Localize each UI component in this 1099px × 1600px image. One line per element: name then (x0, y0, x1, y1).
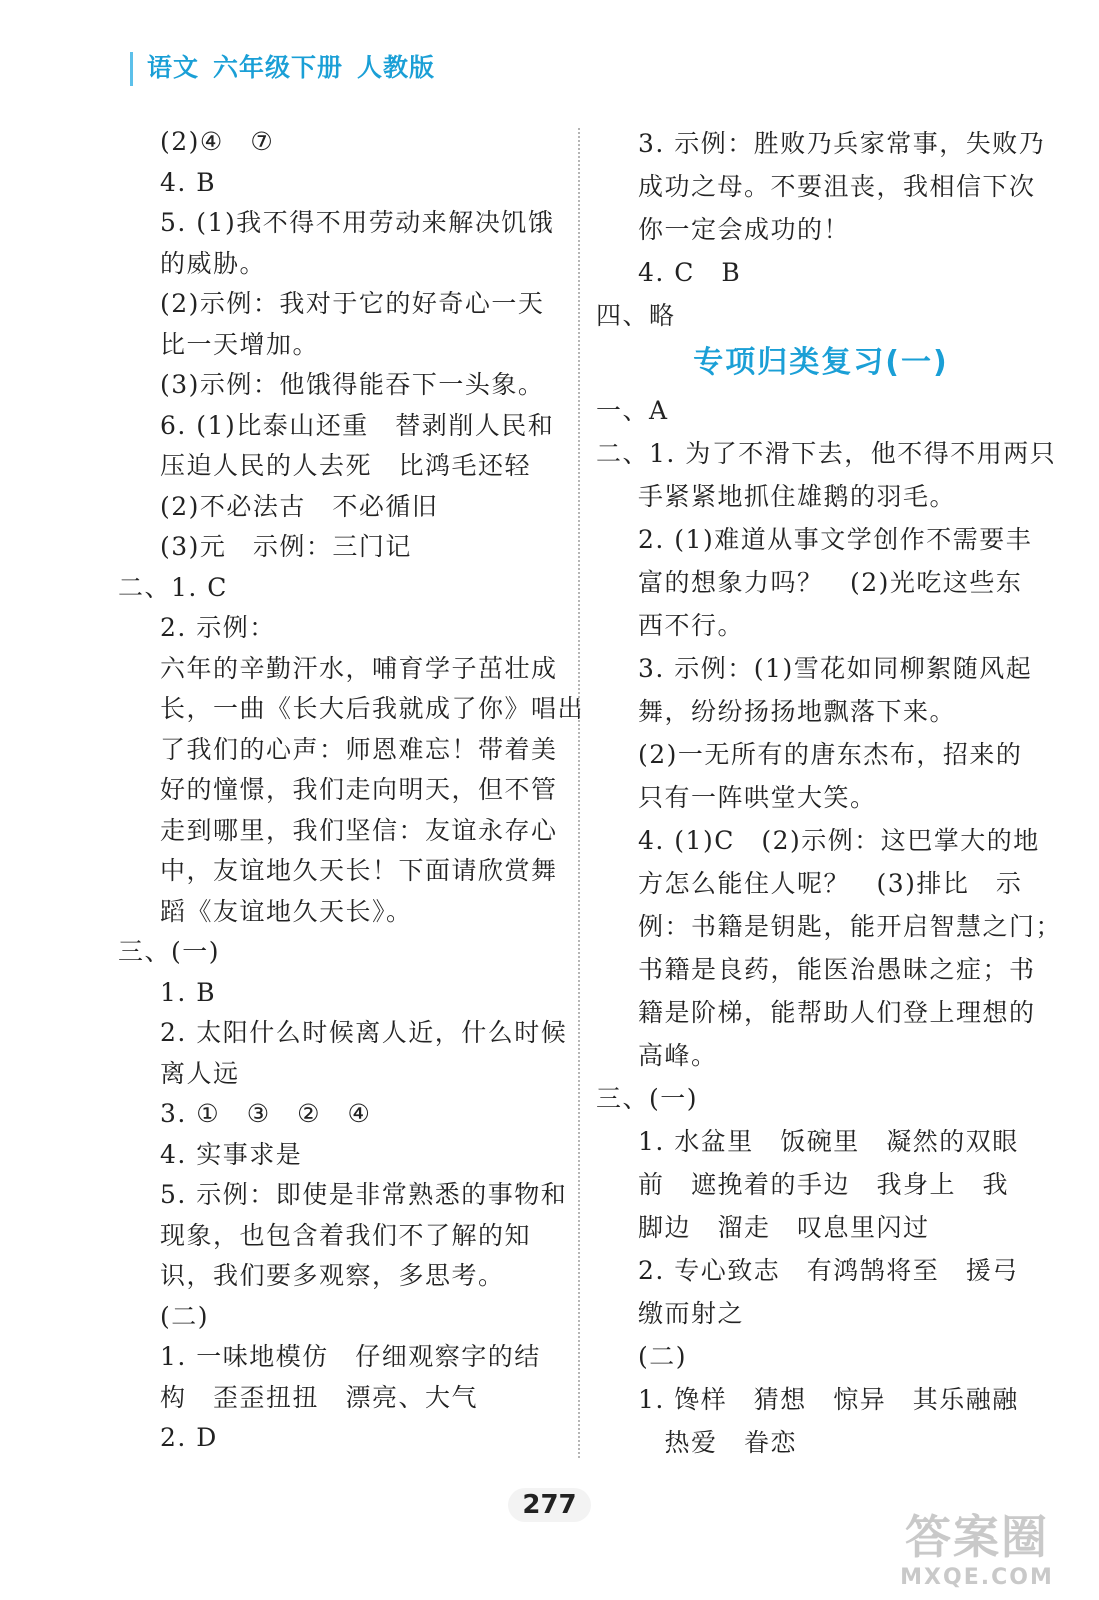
answer-line: (3)元 示例：三门记 (160, 532, 412, 561)
answer-line: 的威胁。 (160, 248, 267, 278)
answer-line: 方怎么能住人呢？ (3)排比 示 (638, 869, 1023, 898)
answer-line: 只有一阵哄堂大笑。 (638, 783, 877, 812)
right-column-bottom (596, 389, 1063, 1464)
answer-line: 4. 实事求是 (160, 1139, 303, 1169)
answer-line: 3. 示例：胜败乃兵家常事，失败乃 (638, 129, 1046, 158)
page-number-text: 277 (508, 1488, 590, 1522)
answer-line: 1. B (160, 977, 217, 1007)
answer-line: 比一天增加。 (160, 329, 320, 359)
answer-line: 现象，也包含着我们不了解的知 (160, 1220, 532, 1250)
watermark-line2: MXQE.COM (900, 1565, 1054, 1590)
answer-line: 成功之母。不要沮丧，我相信下次 (638, 172, 1036, 201)
answer-line: 2. 专心致志 有鸿鹄将至 援弓 (638, 1256, 1019, 1285)
right-column (596, 122, 1063, 1464)
answer-line: 二、1. 为了不滑下去，他不得不用两只 (596, 439, 1057, 468)
answer-line: 富的想象力吗？ (2)光吃这些东 (638, 568, 1023, 597)
answer-line: 识，我们要多观察，多思考。 (160, 1261, 505, 1290)
right-column-top (596, 122, 1046, 337)
answer-line: 手紧紧地抓住雄鹅的羽毛。 (638, 482, 957, 511)
column-divider (578, 128, 580, 1458)
answer-line: 1. 馋样 猜想 惊异 其乐融融 (638, 1385, 1019, 1414)
answer-line: 构 歪歪扭扭 漂亮、大气 (160, 1382, 479, 1412)
answer-line: 脚边 溜走 叹息里闪过 (638, 1213, 930, 1242)
header-edition: 人教版 (357, 53, 436, 82)
header-grade: 六年级下册 (213, 53, 344, 82)
answer-line: 你一定会成功的！ (638, 215, 851, 244)
answer-line: 三、(一) (118, 937, 221, 966)
answer-line: 压迫人民的人去死 比鸿毛还轻 (160, 451, 532, 480)
answer-line: 例：书籍是钥匙，能开启智慧之门； (638, 912, 1063, 941)
answer-line: 蹈《友谊地久天长》。 (160, 896, 413, 926)
answer-line: 2. D (160, 1423, 218, 1452)
watermark-logo (877, 1509, 1077, 1590)
answer-line: (2)一无所有的唐东杰布，招来的 (638, 740, 1023, 769)
answer-line: (2)不必法古 不必循旧 (160, 491, 439, 521)
answer-line: 走到哪里，我们坚信：友谊永存心 (160, 815, 558, 845)
answer-line: 好的憧憬，我们走向明天，但不管 (160, 775, 558, 804)
answer-line: (2)④ ⑦ (160, 127, 275, 156)
answer-line: 四、略 (596, 301, 676, 330)
answer-line: 舞，纷纷扬扬地飘落下来。 (638, 697, 957, 726)
answer-line: 3. ① ③ ② ④ (160, 1099, 372, 1128)
page-header (130, 48, 449, 86)
answer-line: (3)示例：他饿得能吞下一头象。 (160, 370, 545, 399)
answer-line: 1. 水盆里 饭碗里 凝然的双眼 (638, 1127, 1019, 1156)
answer-line: 六年的辛勤汗水，哺育学子茁壮成 (160, 653, 558, 683)
answer-line: 籍是阶梯，能帮助人们登上理想的 (638, 998, 1036, 1027)
answer-line: 高峰。 (638, 1041, 718, 1070)
answer-line: 4. B (160, 167, 217, 197)
answer-line: 长，一曲《长大后我就成了你》唱出 (160, 694, 585, 723)
answer-line: 5. (1)我不得不用劳动来解决饥饿 (160, 208, 555, 237)
answer-line: 前 遮挽着的手边 我身上 我 (638, 1170, 1010, 1199)
answer-line: (二) (160, 1301, 210, 1331)
answer-line: 中，友谊地久天长！下面请欣赏舞 (160, 856, 558, 885)
answer-line: 二、1. C (118, 572, 228, 602)
answer-line: 三、(一) (596, 1084, 699, 1113)
answer-line: (2)示例：我对于它的好奇心一天 (160, 289, 545, 318)
answer-line: 热爱 眷恋 (638, 1428, 798, 1457)
header-subject: 语文 (147, 53, 200, 82)
answer-line: 6. (1)比泰山还重 替剥削人民和 (160, 410, 555, 440)
section-title: 专项归类复习(一) (693, 345, 949, 380)
answer-line: 2. (1)难道从事文学创作不需要丰 (638, 525, 1033, 554)
answer-line: 书籍是良药，能医治愚昧之症；书 (638, 955, 1036, 984)
answer-line: 了我们的心声：师恩难忘！带着美 (160, 734, 558, 764)
answer-line: 4. (1)C (2)示例：这巴掌大的地 (638, 826, 1040, 855)
answer-line: 5. 示例：即使是非常熟悉的事物和 (160, 1180, 568, 1209)
answer-line: 3. 示例：(1)雪花如同柳絮随风起 (638, 654, 1033, 683)
watermark-line1: 答案圈 (905, 1510, 1049, 1564)
answer-line: 4. C B (638, 258, 742, 287)
answer-line: 2. 示例： (160, 613, 276, 642)
answer-line: 离人远 (160, 1058, 240, 1088)
left-column (118, 122, 585, 1459)
header-accent-bar (130, 52, 133, 86)
answer-line: 西不行。 (638, 611, 745, 640)
answer-line: 缴而射之 (638, 1299, 745, 1328)
answer-line: 2. 太阳什么时候离人近，什么时候 (160, 1018, 568, 1047)
answer-line: (二) (638, 1342, 688, 1371)
answer-line: 一、A (596, 396, 669, 425)
answer-line: 1. 一味地模仿 仔细观察字的结 (160, 1342, 541, 1371)
